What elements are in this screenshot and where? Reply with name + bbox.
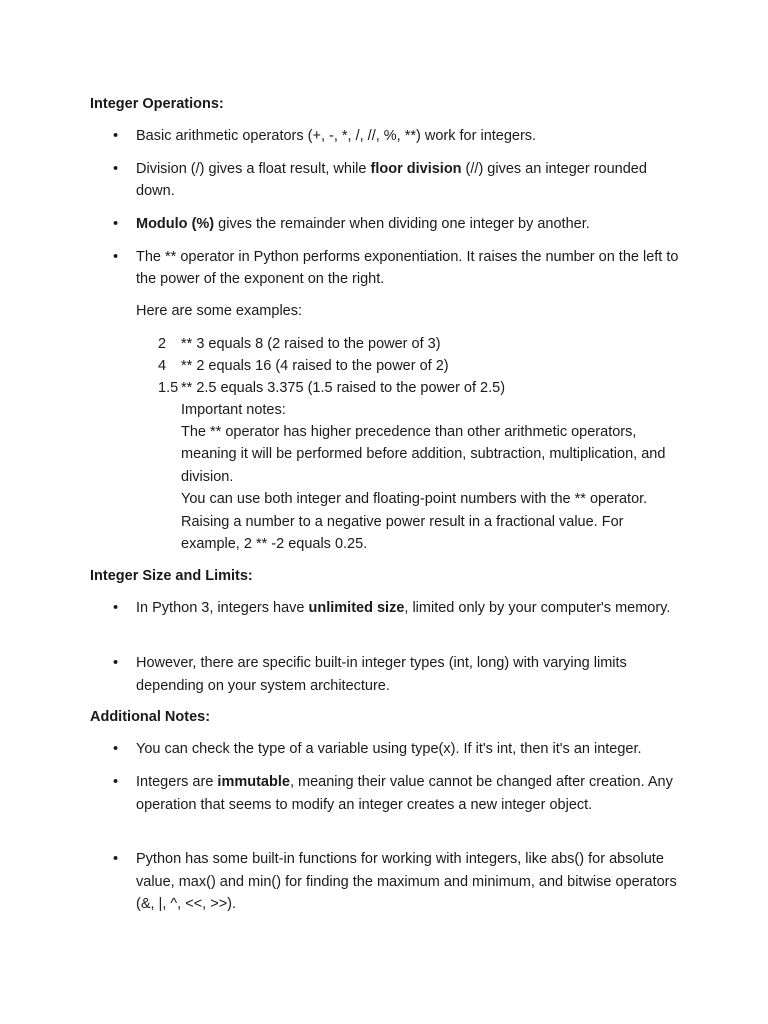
bullet-icon: • [113,600,119,617]
document-page [90,93,680,914]
list-item-text: Basic arithmetic operators (+, -, *, /, //, %, **) work for integers. [136,128,537,144]
example-text: ** 2 equals 16 (4 raised to the power of 2) [181,358,449,374]
list-item [90,738,680,760]
example-text: ** 3 equals 8 (2 raised to the power of 3) [181,336,441,352]
note-text: The ** operator has higher precedence than other arithmetic operators, meaning it will be performed before addition, subtraction, multiplication, and division. [181,424,666,485]
list-item-text: Python has some built-in functions for working with integers, like abs() for absolute value, max() and min() for finding the maximum and minimum, and bitwise operators (&, |, ^, <<, >>). [136,851,677,913]
bold-term: immutable [217,774,290,791]
bold-term: Modulo (%) [136,216,215,232]
example-number: 4 [158,358,167,374]
list-item [90,652,680,696]
bullet-icon: • [113,128,119,144]
bold-term: unlimited size [308,600,405,617]
section-heading-integer-operations: Integer Operations: [90,96,224,112]
bullet-icon: • [113,216,119,232]
list-item-text: Division (/) gives a float result, while floor division (//) gives an integer rounded down. [136,161,647,200]
list-item [90,125,680,147]
list-item-text: You can check the type of a variable using type(x). If it's int, then it's an integer. [136,741,642,758]
list-item [90,597,680,641]
notes-title: Important notes: [181,402,286,418]
examples-intro: Here are some examples: [136,303,303,319]
examples-list [136,333,680,555]
list-item [90,246,680,555]
list-item [90,158,680,202]
example-number: 2 [158,336,167,352]
list-item [90,848,680,914]
section-heading-integer-size: Integer Size and Limits: [90,568,253,585]
list-item-text: In Python 3, integers have unlimited size, limited only by your computer's memory. [136,600,671,617]
example-number: 1.5 [158,380,179,396]
list-item-text: Integers are immutable, meaning their value cannot be changed after creation. Any operation that seems to modify an integer creates a new integer object. [136,774,673,813]
bullet-icon: • [113,774,119,791]
bullet-icon: • [113,249,119,265]
important-notes [136,399,680,555]
bold-term: floor division [370,161,462,177]
bullet-list-additional-notes [90,738,680,914]
bullet-list-integer-size [90,597,680,696]
section-heading-additional-notes: Additional Notes: [90,709,211,726]
list-item-text: However, there are specific built-in integer types (int, long) with varying limits depending on your system architecture. [136,655,627,694]
bullet-icon: • [113,851,119,868]
example-row [136,333,680,355]
list-item [90,771,680,837]
example-text: ** 2.5 equals 3.375 (1.5 raised to the power of 2.5) [181,380,506,396]
bullet-icon: • [113,655,119,672]
bullet-icon: • [113,741,119,758]
list-item-text: The ** operator in Python performs exponentiation. It raises the number on the left to the power of the exponent on the right. [136,249,679,288]
bullet-list-integer-operations [90,125,680,555]
list-item [90,213,680,235]
list-item-text: Modulo (%) gives the remainder when dividing one integer by another. [136,216,590,232]
example-row [136,355,680,377]
example-row [136,377,680,399]
bullet-icon: • [113,161,119,177]
note-text: Raising a number to a negative power result in a fractional value. For example, 2 ** -2 equals 0.25. [181,513,624,553]
note-text: You can use both integer and floating-point numbers with the ** operator. [181,491,648,508]
